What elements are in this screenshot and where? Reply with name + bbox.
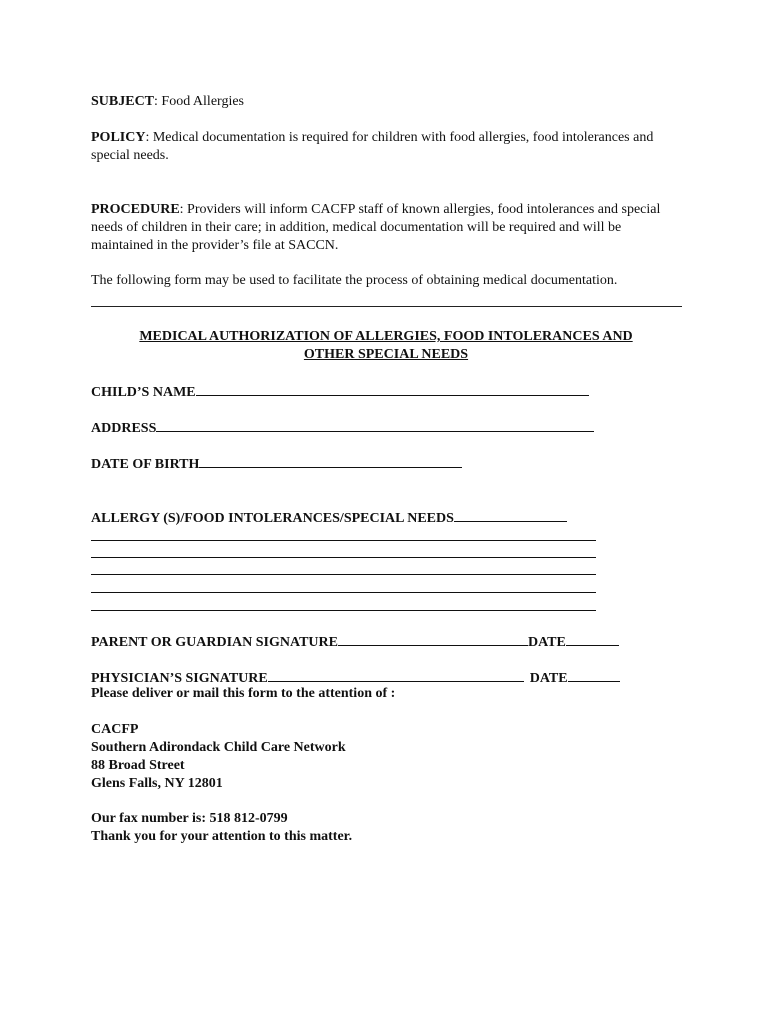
intro-paragraph: The following form may be used to facilitate the process of obtaining medical documentation. xyxy=(91,273,618,288)
allergy-write-line-2[interactable] xyxy=(91,557,596,558)
mailing-address xyxy=(91,721,346,793)
parent-signature-blank[interactable] xyxy=(338,631,528,646)
address-line-3: 88 Broad Street xyxy=(91,758,185,773)
child-name-field xyxy=(91,381,589,402)
procedure-text: : Providers will inform CACFP staff of known allergies, food intolerances and special needs of children in their care; in addition, medical documentation will be required and will be maintained in the provider’s file at SACCN. xyxy=(91,202,661,253)
address-line-4: Glens Falls, NY 12801 xyxy=(91,776,223,791)
policy-paragraph xyxy=(91,129,681,165)
allergy-label: ALLERGY (S)/FOOD INTOLERANCES/SPECIAL NEEDS xyxy=(91,511,454,526)
procedure-label: PROCEDURE xyxy=(91,202,180,217)
subject-text: : Food Allergies xyxy=(154,94,244,109)
address-line-2: Southern Adirondack Child Care Network xyxy=(91,740,346,755)
policy-text: : Medical documentation is required for children with food allergies, food intolerances and special needs. xyxy=(91,130,654,163)
parent-signature-label: PARENT OR GUARDIAN SIGNATURE xyxy=(91,635,338,650)
procedure-paragraph xyxy=(91,201,681,255)
footer xyxy=(91,810,352,846)
allergy-write-line-4[interactable] xyxy=(91,592,596,593)
subject-label: SUBJECT xyxy=(91,94,155,109)
address-blank[interactable] xyxy=(156,417,594,432)
section-divider xyxy=(91,306,682,307)
form-title-line-2: OTHER SPECIAL NEEDS xyxy=(303,347,469,362)
allergy-blank[interactable] xyxy=(454,507,567,522)
dob-field xyxy=(91,453,462,474)
deliver-note: Please deliver or mail this form to the attention of : xyxy=(91,686,396,701)
physician-date-label: DATE xyxy=(529,671,568,686)
physician-date-blank[interactable] xyxy=(568,667,620,682)
address-line-1: CACFP xyxy=(91,722,139,737)
parent-date-blank[interactable] xyxy=(566,631,619,646)
child-name-label: CHILD’S NAME xyxy=(91,385,196,400)
allergy-write-line-5[interactable] xyxy=(91,610,596,611)
allergy-field xyxy=(91,507,567,528)
fax-number: Our fax number is: 518 812-0799 xyxy=(91,811,288,826)
dob-label: DATE OF BIRTH xyxy=(91,457,200,472)
parent-date-label: DATE xyxy=(527,635,566,650)
parent-signature-field xyxy=(91,631,619,652)
physician-signature-label: PHYSICIAN’S SIGNATURE xyxy=(91,671,268,686)
address-field xyxy=(91,417,594,438)
address-label: ADDRESS xyxy=(91,421,157,436)
dob-blank[interactable] xyxy=(199,453,462,468)
subject-line xyxy=(91,93,681,111)
policy-label: POLICY xyxy=(91,130,146,145)
allergy-write-line-3[interactable] xyxy=(91,574,596,575)
form-title-line-1: MEDICAL AUTHORIZATION OF ALLERGIES, FOOD INTOLERANCES AND xyxy=(139,329,633,344)
allergy-write-line-1[interactable] xyxy=(91,540,596,541)
physician-signature-blank[interactable] xyxy=(268,667,524,682)
child-name-blank[interactable] xyxy=(196,381,589,396)
thank-you-note: Thank you for your attention to this matter. xyxy=(91,829,353,844)
